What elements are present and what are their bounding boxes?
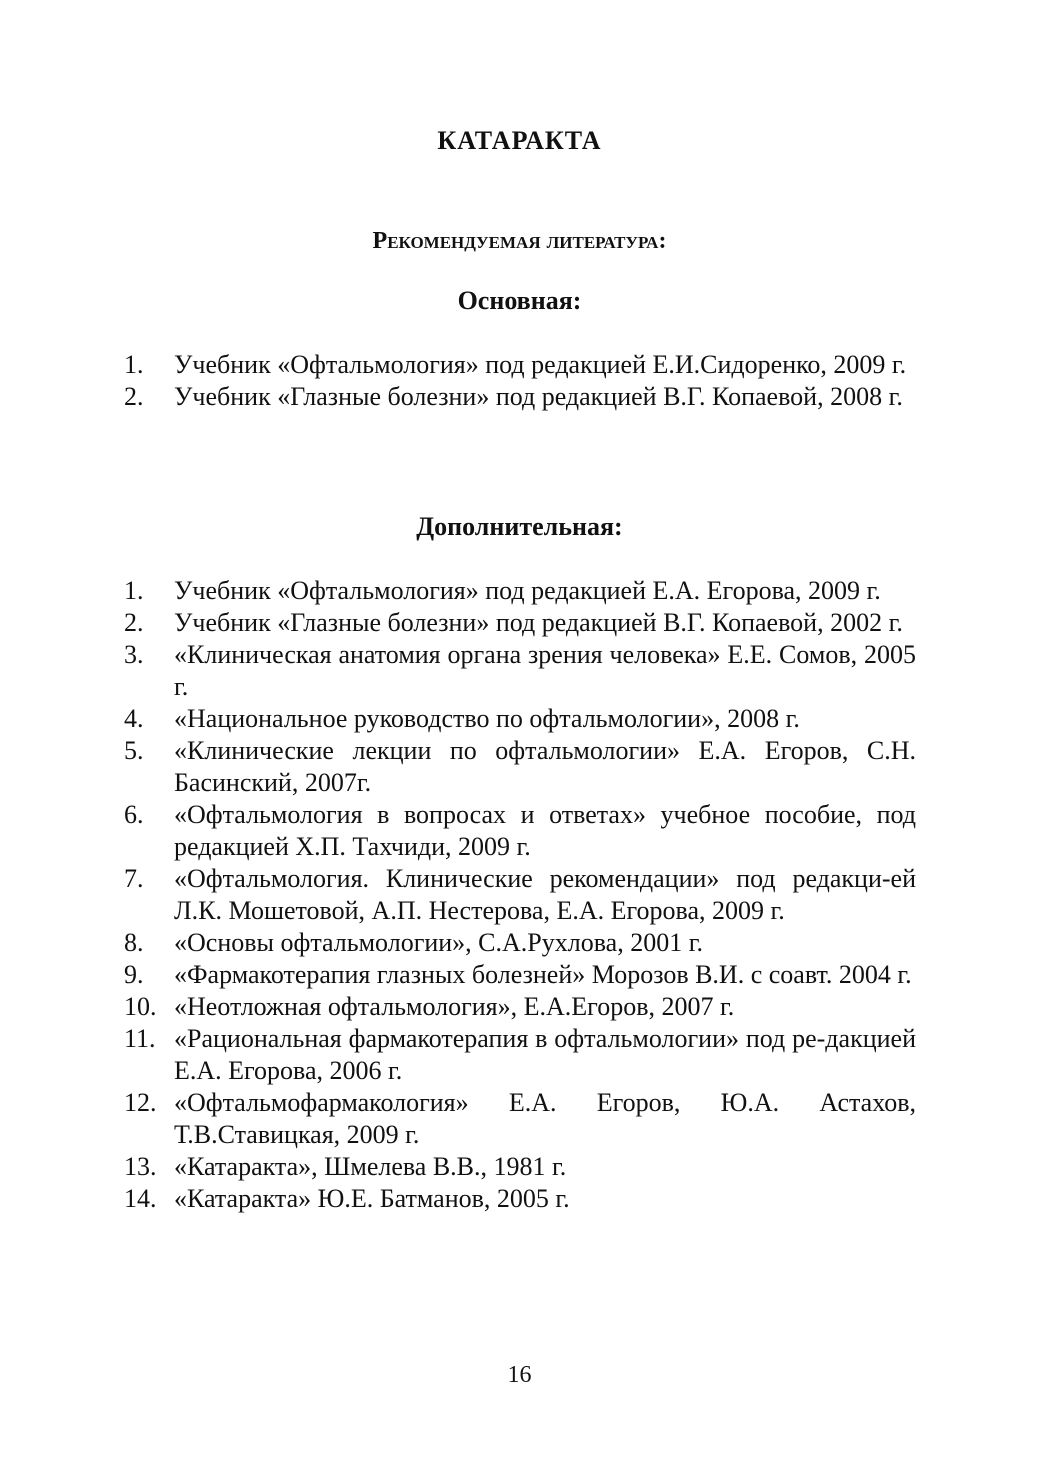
item-text: «Офтальмофармакология» Е.А. Егоров, Ю.А. Астахов, Т.В.Ставицкая, 2009 г. bbox=[174, 1088, 916, 1149]
page-number: 16 bbox=[507, 1362, 532, 1388]
item-text: Учебник «Офтальмология» под редакцией Е.И.Сидоренко, 2009 г. bbox=[174, 350, 907, 379]
list-item bbox=[124, 735, 916, 799]
additional-literature-list bbox=[124, 575, 916, 1215]
list-item bbox=[124, 991, 916, 1023]
list-item bbox=[124, 607, 916, 639]
item-number: 4. bbox=[124, 704, 144, 733]
item-text: «Национальное руководство по офтальмологии», 2008 г. bbox=[174, 704, 800, 733]
item-text: Учебник «Глазные болезни» под редакцией В.Г. Копаевой, 2002 г. bbox=[174, 608, 903, 637]
item-text: Учебник «Офтальмология» под редакцией Е.А. Егорова, 2009 г. bbox=[174, 576, 881, 605]
list-item bbox=[124, 639, 916, 703]
item-text: «Офтальмология. Клинические рекомендации» под редакци-ей Л.К. Мошетовой, А.П. Нестерова, Е.А. Егорова, 2009 г. bbox=[174, 864, 916, 925]
list-item bbox=[124, 381, 916, 413]
item-number: 1. bbox=[124, 576, 144, 605]
main-literature-list bbox=[124, 349, 916, 413]
item-number: 14. bbox=[124, 1184, 157, 1213]
list-item bbox=[124, 1183, 916, 1215]
list-item bbox=[124, 927, 916, 959]
list-item bbox=[124, 959, 916, 991]
list-item bbox=[124, 703, 916, 735]
list-item bbox=[124, 349, 916, 381]
additional-literature-heading: Дополнительная: bbox=[416, 512, 623, 541]
item-number: 11. bbox=[124, 1024, 156, 1053]
main-literature-heading: Основная: bbox=[457, 286, 582, 315]
list-item bbox=[124, 863, 916, 927]
item-text: «Клинические лекции по офтальмологии» Е.А. Егоров, С.Н. Басинский, 2007г. bbox=[174, 736, 916, 797]
item-number: 9. bbox=[124, 960, 144, 989]
item-number: 13. bbox=[124, 1152, 157, 1181]
item-number: 10. bbox=[124, 992, 157, 1021]
item-number: 3. bbox=[124, 640, 144, 669]
recommended-literature-heading: Рекомендуемая литература: bbox=[372, 228, 667, 254]
list-item bbox=[124, 1087, 916, 1151]
item-number: 6. bbox=[124, 800, 144, 829]
item-text: «Катаракта», Шмелева В.В., 1981 г. bbox=[174, 1152, 567, 1181]
list-item bbox=[124, 1023, 916, 1087]
list-item bbox=[124, 799, 916, 863]
item-number: 2. bbox=[124, 382, 144, 411]
item-text: «Неотложная офтальмология», Е.А.Егоров, 2007 г. bbox=[174, 992, 735, 1021]
item-text: «Клиническая анатомия органа зрения человека» Е.Е. Сомов, 2005 г. bbox=[174, 640, 916, 701]
item-number: 2. bbox=[124, 608, 144, 637]
item-number: 1. bbox=[124, 350, 144, 379]
item-number: 7. bbox=[124, 864, 144, 893]
item-number: 5. bbox=[124, 736, 144, 765]
list-item bbox=[124, 575, 916, 607]
item-text: «Офтальмология в вопросах и ответах» учебное пособие, под редакцией Х.П. Тахчиди, 2009 г. bbox=[174, 800, 916, 861]
item-text: «Фармакотерапия глазных болезней» Морозов В.И. с соавт. 2004 г. bbox=[174, 960, 912, 989]
item-number: 12. bbox=[124, 1088, 157, 1117]
page-title: КАТАРАКТА bbox=[437, 126, 602, 155]
list-item bbox=[124, 1151, 916, 1183]
item-text: Учебник «Глазные болезни» под редакцией В.Г. Копаевой, 2008 г. bbox=[174, 382, 903, 411]
item-text: «Катаракта» Ю.Е. Батманов, 2005 г. bbox=[174, 1184, 570, 1213]
item-text: «Рациональная фармакотерапия в офтальмологии» под ре-дакцией Е.А. Егорова, 2006 г. bbox=[174, 1024, 916, 1085]
item-text: «Основы офтальмологии», С.А.Рухлова, 2001 г. bbox=[174, 928, 703, 957]
item-number: 8. bbox=[124, 928, 144, 957]
